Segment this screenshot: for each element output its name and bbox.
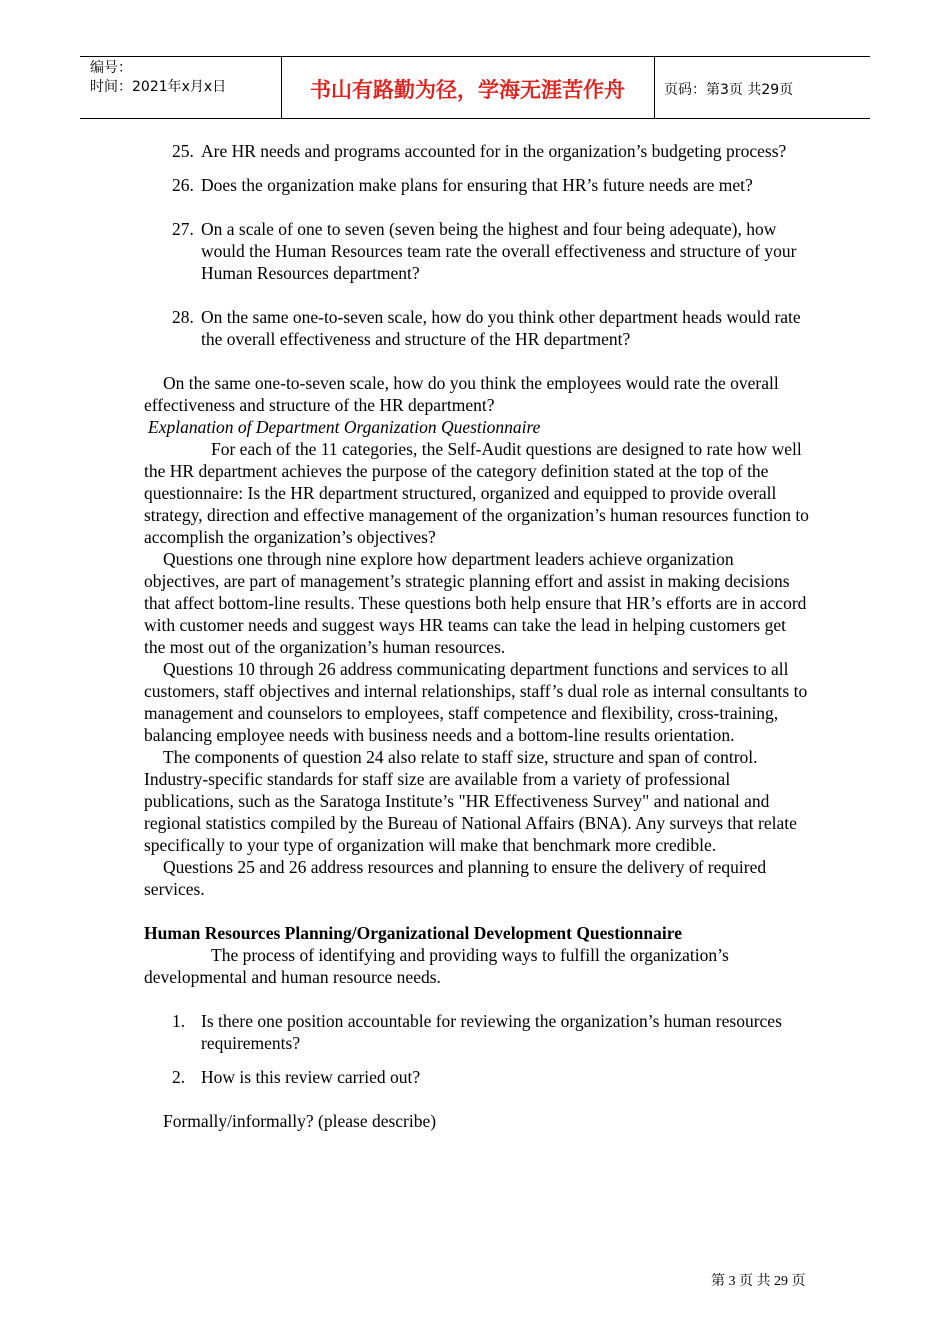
paragraph-5: Questions 25 and 26 address resources and planning to ensure the delivery of required services.	[144, 857, 767, 899]
question-number: 27.	[172, 219, 194, 239]
page-info: 页码：第3页 共29页	[664, 82, 794, 98]
paragraph-2: Questions one through nine explore how department leaders achieve organization objectives, are part of management’s strategic planning effort and assist in making decisions that affect bottom-line results. These questions both help ensure that HR’s efforts are in accord with customer needs and suggest ways HR teams can take the lead in helping customers get the most out of the organization’s human resources.	[144, 549, 807, 657]
header-motto-cell	[281, 57, 655, 118]
question-text: Is there one position accountable for reviewing the organization’s human resources requirements?	[201, 1011, 782, 1053]
time-label: 时间：2021年x月x日	[90, 79, 227, 95]
question-1	[144, 1010, 809, 1054]
question-27	[144, 218, 809, 284]
question-text: Does the organization make plans for ensuring that HR’s future needs are met?	[201, 175, 753, 195]
paragraph-1: For each of the 11 categories, the Self-Audit questions are designed to rate how well the HR department achieves the purpose of the category definition stated at the top of the questionnaire: Is the HR department structured, organized and equipped to provide overall strategy, direction and effective management of the organization’s human resources function to accomplish the organization’s objectives?	[144, 439, 809, 547]
header-left-cell	[80, 57, 282, 118]
question-number: 28.	[172, 307, 194, 327]
question-number: 25.	[172, 141, 194, 161]
paragraph-4: The components of question 24 also relate to staff size, structure and span of control. Industry-specific standards for staff size are available from a variety of professional publications, such as the Saratoga Institute’s "HR Effectiveness Survey" and national and regional statistics compiled by the Bureau of National Affairs (BNA). Any surveys that relate specifically to your type of organization will make that benchmark more credible.	[144, 747, 797, 855]
question-number: 2.	[172, 1067, 186, 1087]
question-28	[144, 306, 809, 350]
paragraph-3: Questions 10 through 26 address communicating department functions and services to all customers, staff objectives and internal relationships, staff’s dual role as internal consultants to management and counselors to employees, staff competence and flexibility, cross-training, balancing employee needs with business needs and a bottom-line results orientation.	[144, 659, 808, 745]
section-title: Human Resources Planning/Organizational Development Questionnaire	[144, 923, 682, 943]
document-body	[144, 140, 809, 1132]
question-26	[144, 174, 809, 196]
page-header	[80, 56, 870, 119]
question-number: 26.	[172, 175, 194, 195]
question-number: 1.	[172, 1011, 186, 1031]
section-intro: The process of identifying and providing ways to fulfill the organization’s developmental and human resource needs.	[144, 945, 729, 987]
employees-question: On the same one-to-seven scale, how do you think the employees would rate the overall effectiveness and structure of the HR department?	[144, 373, 779, 415]
motto: 书山有路勤为径，学海无涯苦作舟	[310, 78, 625, 102]
header-right-cell	[655, 57, 870, 118]
explanation-title: Explanation of Department Organization Questionnaire	[148, 417, 541, 437]
page-footer: 第 3 页 共 29 页	[711, 1274, 806, 1289]
number-label: 编号：	[90, 60, 132, 76]
question-25	[144, 140, 809, 162]
question-2	[144, 1066, 809, 1088]
question-text: Are HR needs and programs accounted for in the organization’s budgeting process?	[201, 141, 787, 161]
question-text: On the same one-to-seven scale, how do you think other department heads would rate the overall effectiveness and structure of the HR department?	[201, 307, 801, 349]
followup-text: Formally/informally? (please describe)	[163, 1111, 437, 1131]
question-text: On a scale of one to seven (seven being the highest and four being adequate), how would the Human Resources team rate the overall effectiveness and structure of your Human Resources department?	[201, 219, 797, 283]
question-text: How is this review carried out?	[201, 1067, 421, 1087]
